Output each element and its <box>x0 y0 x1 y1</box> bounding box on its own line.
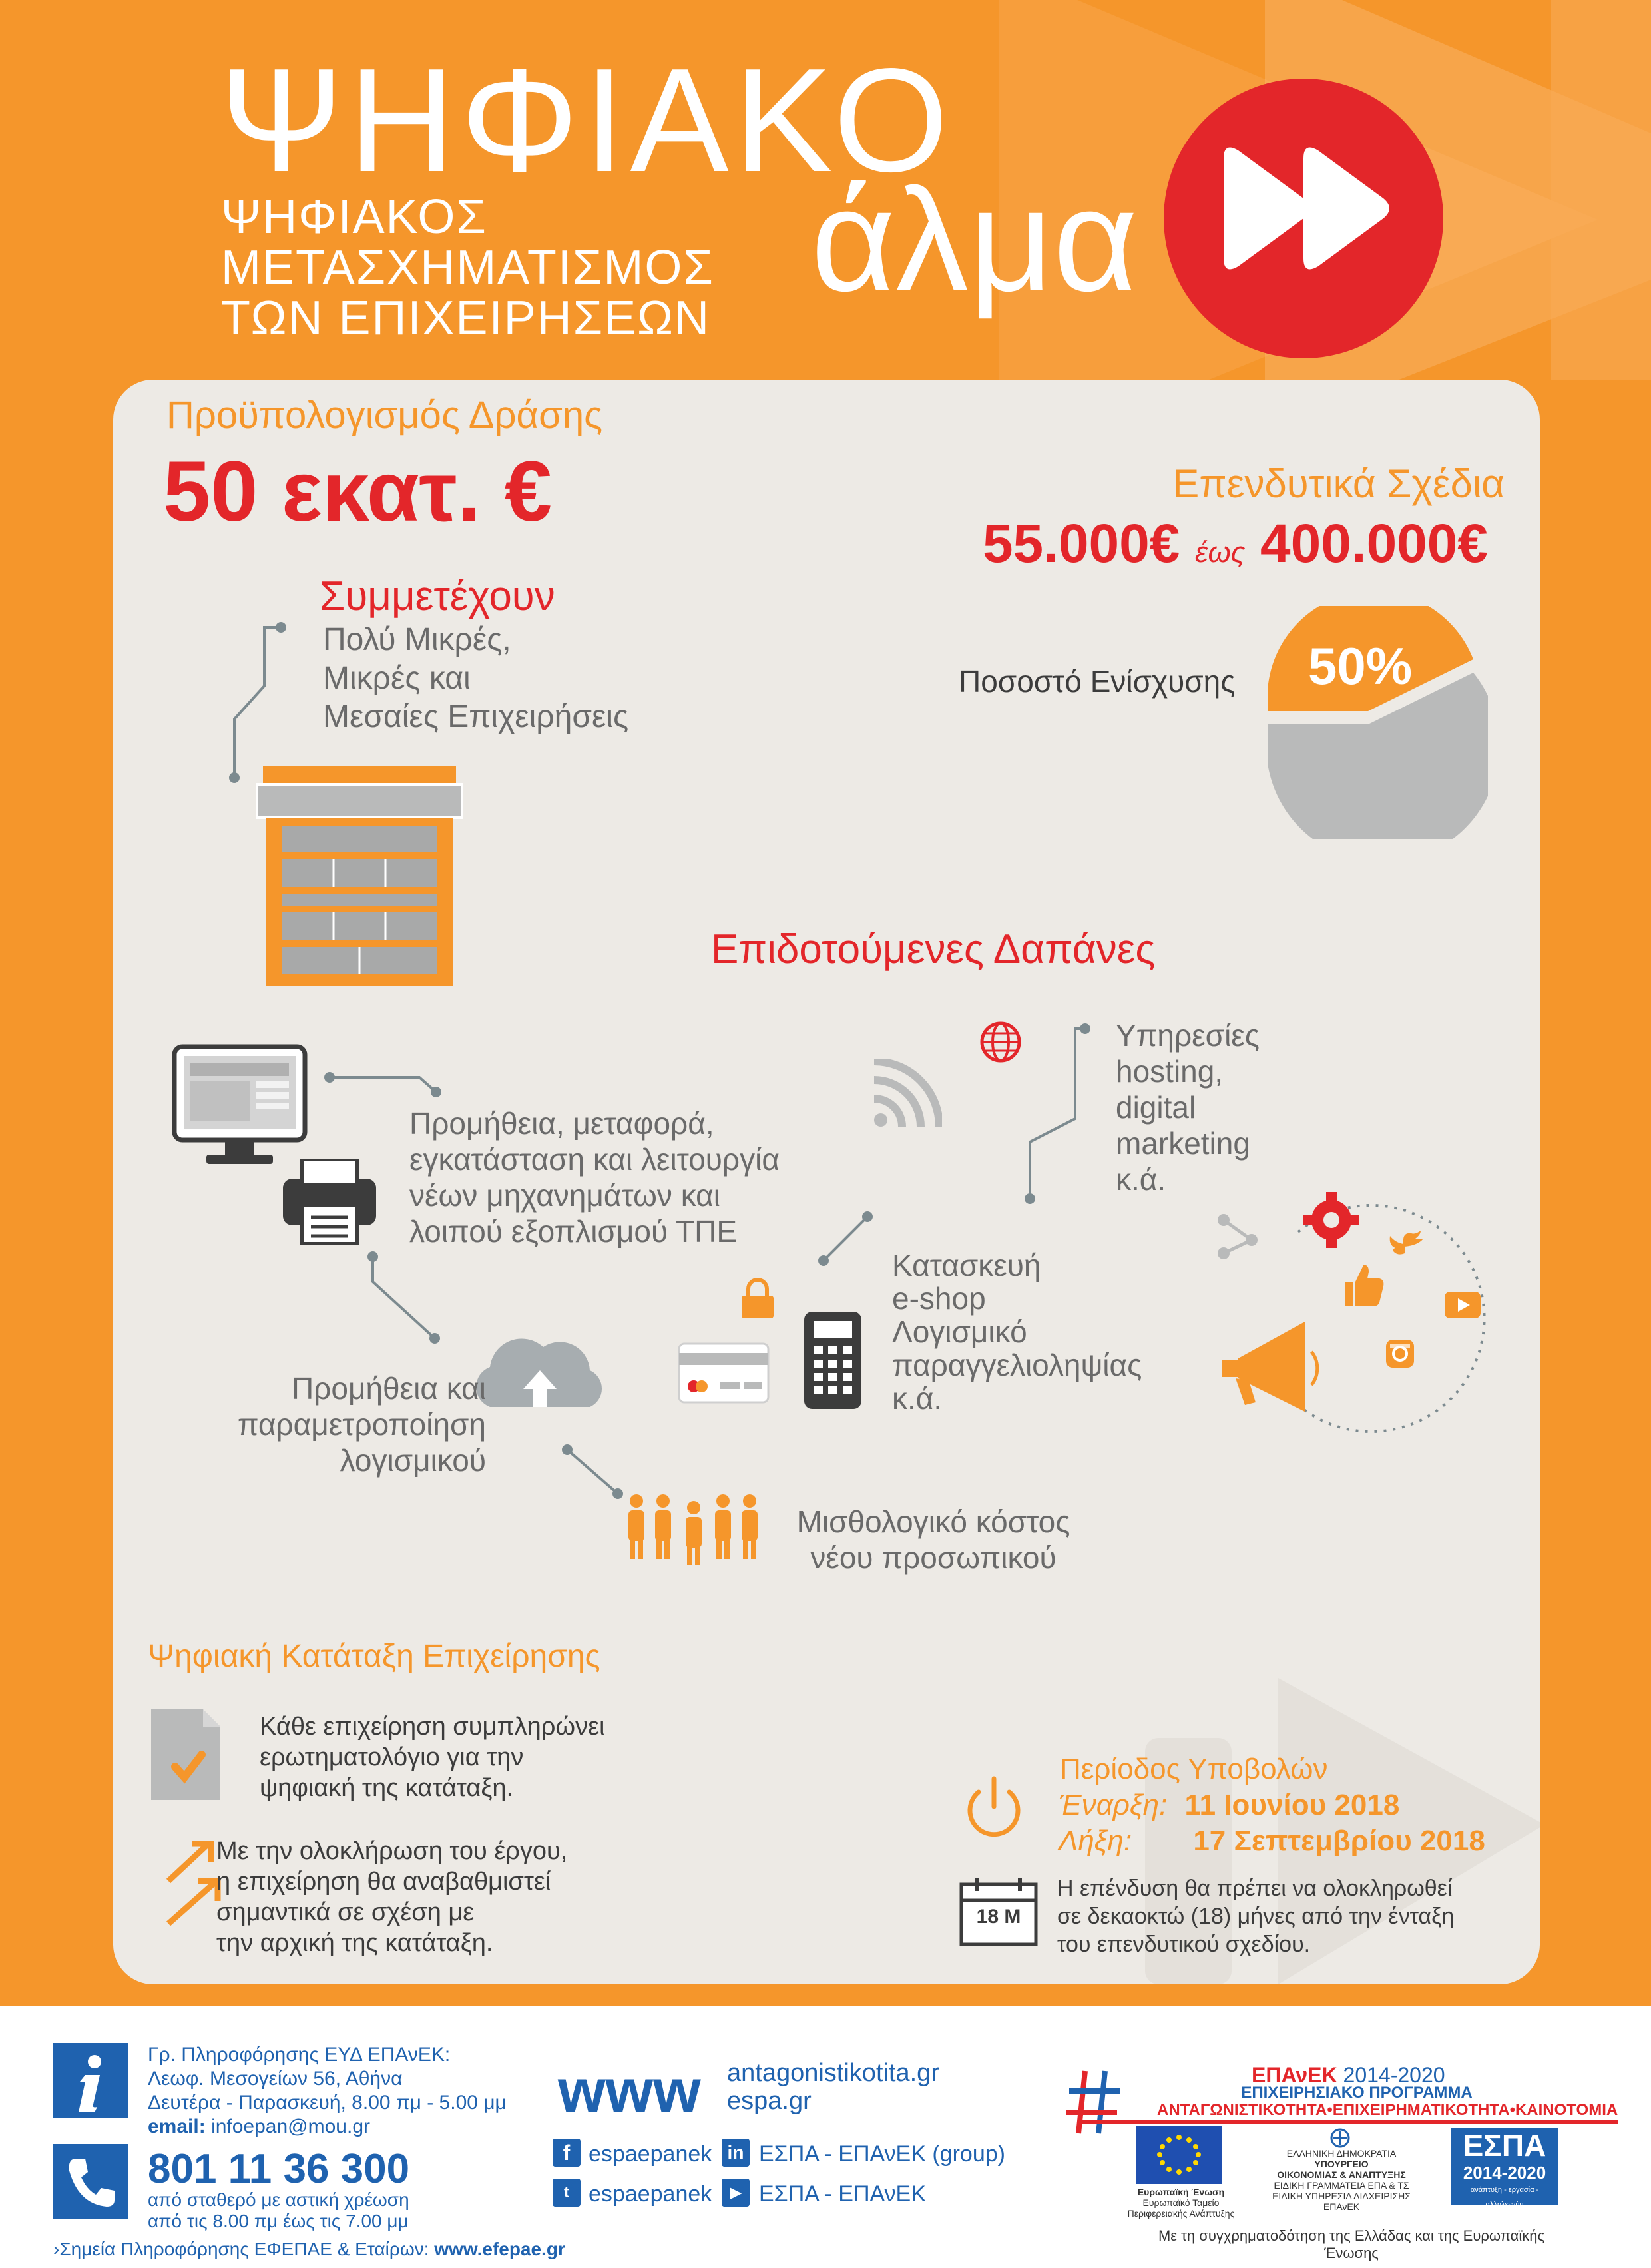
equipment-text <box>409 1105 780 1249</box>
pos-terminal-icon <box>803 1310 863 1410</box>
participants-line: Μικρές και <box>323 661 471 696</box>
eshop-line: e-shop <box>892 1281 986 1316</box>
social-media-cluster <box>1212 1192 1491 1445</box>
budget-value: 50 εκατ. € <box>163 444 552 539</box>
website-links <box>727 2059 939 2115</box>
wifi-icon <box>869 1059 942 1132</box>
page-title: ΨΗΦΙΑΚΟ <box>220 38 954 203</box>
twitter-link[interactable]: espaepanek <box>589 2181 712 2207</box>
period-end <box>1059 1825 1485 1858</box>
equipment-line: Προμήθεια, μεταφορά, <box>409 1106 714 1141</box>
globe-icon <box>979 1020 1023 1064</box>
credit-card-icon <box>678 1342 770 1404</box>
hosting-line: κ.ά. <box>1116 1162 1166 1197</box>
period-note-line: του επενδυτικού σχεδίου. <box>1057 1932 1311 1957</box>
payroll-line: νέου προσωπικού <box>810 1540 1057 1575</box>
espa-tag: ανάπτυξη - εργασία - αλληλεγγύη <box>1470 2186 1539 2209</box>
payroll-text <box>774 1504 1093 1575</box>
megaphone-icon <box>1222 1322 1317 1412</box>
greek-emblem-icon <box>1328 2128 1352 2148</box>
efepae-label: ›Σημεία Πληροφόρησης ΕΦΕΠΑΕ & Εταίρων: <box>53 2239 429 2259</box>
eu-caption <box>1121 2187 1241 2219</box>
period-start-date: 11 Ιουνίου 2018 <box>1184 1789 1400 1821</box>
classification-line: την αρχική της κατάταξη. <box>216 1929 493 1957</box>
email-label: email: <box>148 2116 206 2137</box>
hosting-line: hosting, <box>1116 1054 1224 1089</box>
equipment-line: εγκατάσταση και λειτουργία <box>409 1142 780 1177</box>
page-subtitle <box>221 192 714 344</box>
classification-line: η επιχείρηση θα αναβαθμιστεί <box>216 1868 551 1896</box>
payroll-line: Μισθολογικό κόστος <box>796 1504 1070 1539</box>
epanek-subtitle <box>1157 2084 1618 2119</box>
classification-text-2 <box>216 1836 567 1958</box>
info-text <box>148 2043 507 2139</box>
email-link[interactable]: infoepan@mou.gr <box>211 2116 370 2137</box>
youtube-icon: ▶ <box>722 2179 750 2207</box>
eu-flag-icon <box>1136 2126 1222 2184</box>
linkedin-link[interactable]: ΕΣΠΑ - ΕΠΑνΕΚ (group) <box>759 2141 1005 2167</box>
linkedin-icon: in <box>722 2139 750 2167</box>
power-icon <box>964 1775 1024 1841</box>
participants-line: Πολύ Μικρές, <box>323 622 511 657</box>
twitter-icon: t <box>553 2179 581 2207</box>
phone-sub-line: από τις 8.00 πμ έως τις 7.00 μμ <box>148 2211 409 2231</box>
support-percent: 50% <box>1308 637 1413 695</box>
software-line: παραμετροποίηση <box>237 1407 486 1442</box>
info-icon <box>53 2043 128 2118</box>
software-line: Προμήθεια και <box>292 1371 486 1406</box>
hosting-line: Υπηρεσίες <box>1116 1018 1260 1053</box>
facebook-icon: f <box>553 2139 581 2167</box>
fast-forward-icon <box>1164 79 1443 358</box>
printer-icon <box>283 1159 376 1245</box>
gr-caption-line: ΕΙΔΙΚΗ ΓΡΑΜΜΑΤΕΙΑ ΕΠΑ & ΤΣ <box>1274 2180 1409 2191</box>
people-icon <box>624 1493 764 1566</box>
phone-number[interactable]: 801 11 36 300 <box>148 2146 410 2192</box>
participants-text <box>323 621 628 736</box>
efepae-link[interactable]: www.efepae.gr <box>434 2239 565 2259</box>
equipment-line: νέων μηχανημάτων και <box>409 1178 720 1213</box>
period-end-label: Λήξη: <box>1059 1825 1132 1857</box>
eshop-line: Λογισμικό <box>892 1314 1027 1349</box>
equipment-line: λοιπού εξοπλισμού ΤΠΕ <box>409 1214 738 1249</box>
espa-years: 2014-2020 <box>1463 2163 1546 2183</box>
connector-line <box>559 1442 626 1502</box>
info-email[interactable] <box>148 2115 507 2139</box>
classification-line: ψηφιακή της κατάταξη. <box>260 1774 514 1802</box>
classification-title: Ψηφιακή Κατάταξη Επιχείρησης <box>148 1639 600 1674</box>
calendar-badge: 18 M <box>976 1906 1021 1928</box>
phone-sub <box>148 2189 409 2232</box>
share-icon <box>1218 1214 1258 1259</box>
investment-sep: έως <box>1195 536 1246 569</box>
software-line: λογισμικού <box>340 1443 486 1478</box>
website-link[interactable]: espa.gr <box>727 2087 812 2115</box>
investment-max: 400.000€ <box>1260 513 1488 574</box>
thumbs-up-icon <box>1345 1265 1383 1306</box>
support-label: Ποσοστό Ενίσχυσης <box>959 664 1236 699</box>
fast-forward-logo <box>1164 79 1443 358</box>
youtube-icon <box>1445 1292 1481 1318</box>
expenses-title: Επιδοτούμενες Δαπάνες <box>711 926 1156 972</box>
connector-line <box>816 1209 875 1269</box>
connector-line <box>1022 1019 1102 1205</box>
software-text <box>186 1370 486 1478</box>
subtitle-line: ΤΩΝ ΕΠΙΧΕΙΡΗΣΕΩΝ <box>221 292 710 345</box>
gr-caption-line: ΕΙΔΙΚΗ ΥΠΗΡΕΣΙΑ ΔΙΑΧΕΙΡΙΣΗΣ ΕΠΑνΕΚ <box>1272 2191 1411 2212</box>
hosting-line: marketing <box>1116 1126 1250 1161</box>
classification-line: ερωτηματολόγιο για την <box>260 1743 524 1771</box>
eu-caption-line: Ευρωπαϊκή Ένωση <box>1137 2187 1225 2197</box>
facebook-link[interactable]: espaepanek <box>589 2141 712 2167</box>
epanek-divider <box>1078 2120 1618 2124</box>
eu-caption-line: Ευρωπαϊκό Ταμείο <box>1142 2197 1220 2208</box>
info-line: Δευτέρα - Παρασκευή, 8.00 πμ - 5.00 μμ <box>148 2092 507 2114</box>
classification-text-1 <box>260 1711 604 1803</box>
gr-caption-line: ΟΙΚΟΝΟΜΙΑΣ & ΑΝΑΠΤΥΞΗΣ <box>1277 2169 1406 2180</box>
epanek-sub-line: ΕΠΙΧΕΙΡΗΣΙΑΚΟ ΠΡΟΓΡΑΜΜΑ <box>1241 2084 1473 2102</box>
epanek-sub-line: ΑΝΤΑΓΩΝΙΣΤΙΚΟΤΗΤΑ•ΕΠΙΧΕΙΡΗΜΑΤΙΚΟΤΗΤΑ•ΚΑΙΝΟΤΟΜΙΑ <box>1157 2101 1618 2119</box>
gr-caption-line: ΥΠΟΥΡΓΕΙΟ <box>1314 2159 1369 2169</box>
period-start <box>1059 1789 1399 1822</box>
eshop-text <box>892 1249 1142 1415</box>
eshop-line: κ.ά. <box>892 1381 943 1416</box>
website-link[interactable]: antagonistikotita.gr <box>727 2059 939 2087</box>
epanek-years: 2014-2020 <box>1343 2063 1445 2087</box>
gear-icon <box>1303 1192 1359 1248</box>
epanek-hash-logo <box>1065 2064 1125 2137</box>
efepae-info <box>53 2239 565 2260</box>
investment-label: Επενδυτικά Σχέδια <box>1172 461 1505 506</box>
epanek-name: ΕΠΑνΕΚ <box>1252 2063 1337 2087</box>
lock-icon <box>740 1277 775 1320</box>
phone-sub-line: από σταθερό με αστική χρέωση <box>148 2189 409 2210</box>
subtitle-line: ΨΗΦΙΑΚΟΣ <box>221 190 487 244</box>
eu-caption-line: Περιφερειακής Ανάπτυξης <box>1127 2208 1235 2219</box>
instagram-icon <box>1386 1340 1414 1368</box>
info-line: Γρ. Πληροφόρησης ΕΥΔ ΕΠΑνΕΚ: <box>148 2044 451 2066</box>
building-icon <box>256 766 463 986</box>
twitter-icon <box>1390 1231 1423 1255</box>
classification-line: Κάθε επιχείρηση συμπληρώνει <box>260 1713 605 1741</box>
eshop-line: Κατασκευή <box>892 1248 1041 1282</box>
gr-caption-line: ΕΛΛΗΝΙΚΗ ΔΗΜΟΚΡΑΤΙΑ <box>1286 2148 1397 2159</box>
period-title: Περίοδος Υποβολών <box>1060 1753 1328 1785</box>
hosting-text <box>1116 1017 1260 1197</box>
period-note <box>1057 1874 1454 1958</box>
investment-min: 55.000€ <box>982 513 1180 574</box>
greek-ministry-caption <box>1265 2148 1418 2212</box>
period-note-line: Η επένδυση θα πρέπει να ολοκληρωθεί <box>1057 1876 1453 1901</box>
cofunding-note: Με τη συγχρηματοδότηση της Ελλάδας και της Ευρωπαϊκής Ένωσης <box>1158 2227 1545 2261</box>
upgrade-arrows-icon <box>163 1841 223 1928</box>
period-start-label: Έναρξη: <box>1059 1789 1168 1821</box>
classification-line: σημαντικά σε σχέση με <box>216 1898 475 1926</box>
monitor-icon <box>172 1044 308 1167</box>
subtitle-line: ΜΕΤΑΣΧΗΜΑΤΙΣΜΟΣ <box>221 241 714 294</box>
classification-line: Με την ολοκλήρωση του έργου, <box>216 1837 568 1865</box>
connector-line <box>226 619 313 786</box>
phone-icon <box>53 2144 128 2219</box>
period-note-line: σε δεκαοκτώ (18) μήνες από την ένταξη <box>1057 1904 1455 1929</box>
document-check-icon <box>150 1708 223 1801</box>
participants-line: Μεσαίες Επιχειρήσεις <box>323 699 629 734</box>
budget-label: Προϋπολογισμός Δράσης <box>166 394 603 437</box>
connector-line <box>365 1249 445 1348</box>
info-line: Λεωφ. Μεσογείων 56, Αθήνα <box>148 2068 403 2090</box>
eshop-line: παραγγελιοληψίας <box>892 1348 1142 1382</box>
cloud-upload-icon <box>470 1330 610 1410</box>
connector-line <box>323 1065 456 1099</box>
www-label: www <box>558 2057 701 2125</box>
participants-label: Συμμετέχουν <box>320 573 555 619</box>
investment-range <box>889 513 1488 575</box>
espa-logo <box>1451 2128 1558 2209</box>
period-end-date: 17 Σεπτεμβρίου 2018 <box>1193 1825 1485 1857</box>
youtube-link[interactable]: ΕΣΠΑ - ΕΠΑνΕΚ <box>759 2181 926 2207</box>
title-alma: άλμα <box>811 158 1138 322</box>
hosting-line: digital <box>1116 1090 1196 1125</box>
espa-title: ΕΣΠΑ <box>1463 2128 1546 2163</box>
